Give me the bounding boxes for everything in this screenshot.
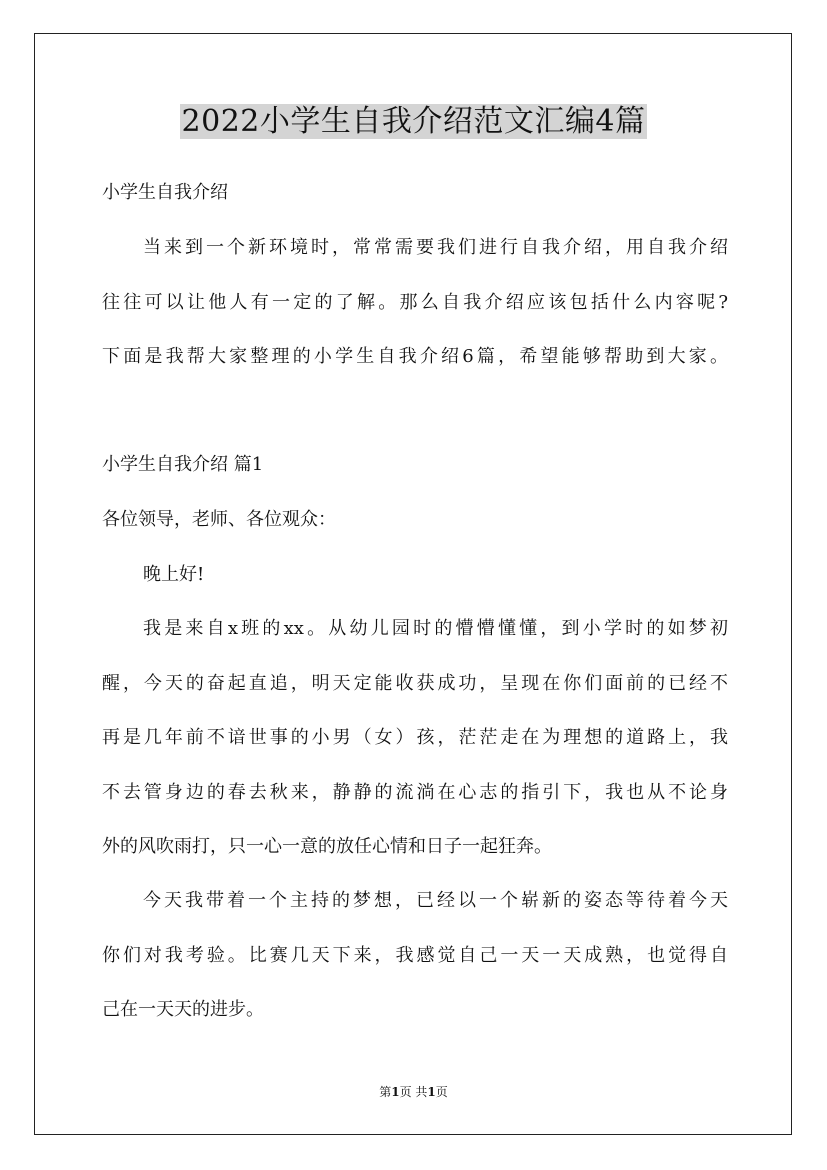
paragraph-line: 再是几年前不谙世事的小男（女）孩，茫茫走在为理想的道路上，我 — [102, 727, 728, 748]
document-title-text: 2022小学生自我介绍范文汇编4篇 — [181, 104, 646, 139]
paragraph-line: 当来到一个新环境时，常常需要我们进行自我介绍，用自我介绍 — [143, 237, 728, 258]
paragraph-line: 往往可以让他人有一定的了解。那么自我介绍应该包括什么内容呢? — [102, 292, 728, 313]
paragraph-line: 我是来自x班的xx。从幼儿园时的懵懵懂懂，到小学时的如梦初 — [143, 618, 728, 639]
section-heading: 小学生自我介绍 — [102, 182, 228, 203]
footer-page-total: 1 — [427, 1085, 436, 1099]
paragraph-line: 不去管身边的春去秋来，静静的流淌在心志的指引下，我也从不论身 — [102, 782, 728, 803]
paragraph-line: 今天我带着一个主持的梦想，已经以一个崭新的姿态等待着今天 — [143, 890, 728, 911]
footer-page-suffix: 页 — [435, 1085, 448, 1099]
footer-page-current: 1 — [391, 1085, 400, 1099]
paragraph-line: 你们对我考验。比赛几天下来，我感觉自己一天一天成熟，也觉得自 — [102, 945, 728, 966]
greeting: 晚上好! — [143, 564, 205, 585]
paragraph-line: 醒，今天的奋起直追，明天定能收获成功，呈现在你们面前的已经不 — [102, 673, 728, 694]
paragraph-line: 外的风吹雨打，只一心一意的放任心情和日子一起狂奔。 — [102, 836, 552, 857]
paragraph-line: 下面是我帮大家整理的小学生自我介绍6篇，希望能够帮助到大家。 — [102, 346, 728, 367]
article-heading: 小学生自我介绍 篇1 — [102, 454, 264, 475]
footer-page-prefix: 第 — [379, 1085, 392, 1099]
page-footer — [0, 1084, 827, 1100]
paragraph-line: 己在一天天的进步。 — [102, 999, 264, 1020]
salutation: 各位领导，老师、各位观众： — [102, 509, 336, 530]
document-title — [0, 100, 827, 144]
footer-page-mid: 页 共 — [399, 1085, 428, 1099]
